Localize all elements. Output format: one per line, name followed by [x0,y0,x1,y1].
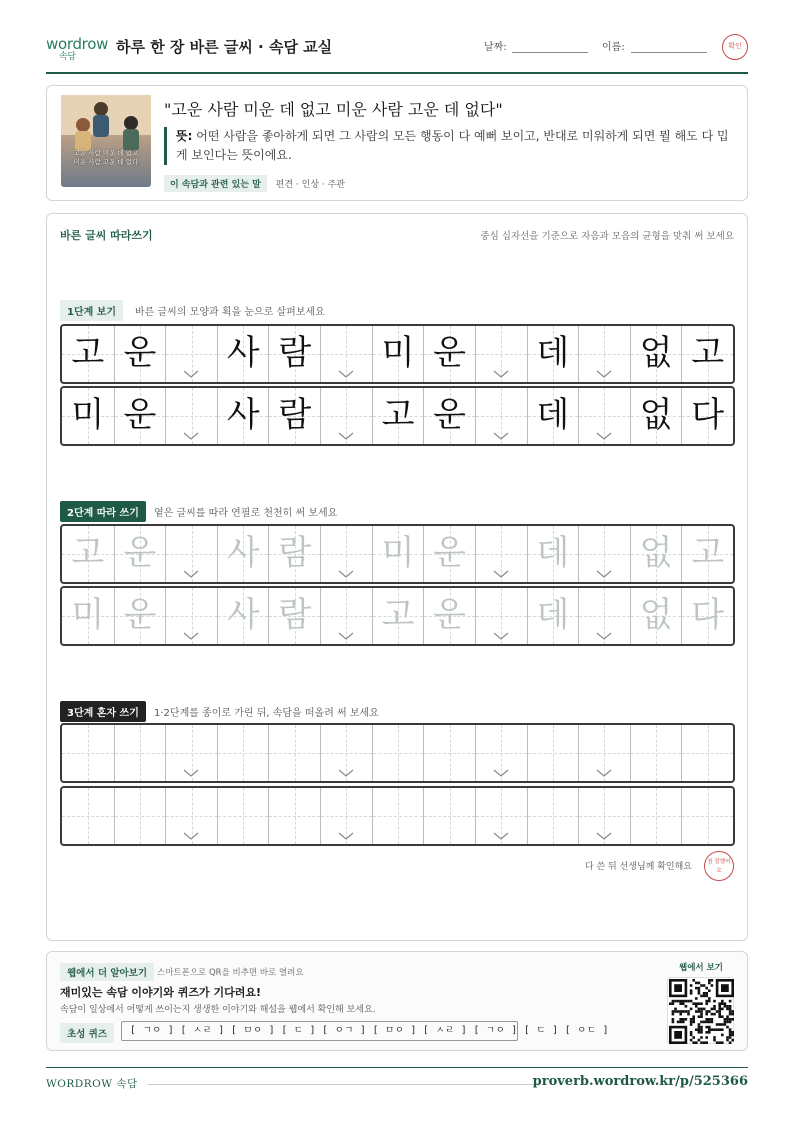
date-label: 날짜: [484,42,507,53]
syllable-glyph: 미 [381,533,415,573]
space-mark-icon [338,431,354,441]
footer-url[interactable]: proverb.wordrow.kr/p/525366 [532,1074,748,1089]
step3-row-1[interactable] [60,723,735,783]
char-cell [114,388,166,444]
char-cell[interactable] [62,725,114,781]
space-mark-icon [596,431,612,441]
space-cell[interactable] [578,526,630,582]
char-cell[interactable] [268,725,320,781]
syllable-glyph: 사 [226,595,260,635]
char-cell [217,326,269,382]
space-cell[interactable] [165,725,217,781]
char-cell [114,326,166,382]
step3-row-2[interactable] [60,786,735,846]
space-cell [475,326,527,382]
char-cell [527,326,579,382]
char-cell[interactable] [217,526,269,582]
syllable-glyph: 운 [433,333,467,373]
char-cell [372,388,424,444]
char-cell[interactable] [217,588,269,644]
char-cell[interactable] [62,788,114,844]
space-mark-icon [596,631,612,641]
check-stamp: 확인 [722,34,748,60]
space-mark-icon [183,569,199,579]
space-cell [578,388,630,444]
char-cell[interactable] [372,526,424,582]
space-cell[interactable] [320,526,372,582]
char-cell [527,388,579,444]
qr-code-icon [669,979,734,1044]
space-cell [578,326,630,382]
space-cell[interactable] [320,588,372,644]
syllable-glyph: 고 [381,595,415,635]
syllable-glyph: 고 [71,333,105,373]
space-cell[interactable] [320,725,372,781]
space-cell [320,326,372,382]
char-cell [423,388,475,444]
web-small-note: 스마트폰으로 QR을 비추면 바로 열려요 [157,968,304,978]
char-cell[interactable] [62,588,114,644]
step2-label: 2단계 따라 쓰기 [60,501,146,522]
space-mark-icon [338,569,354,579]
space-cell [165,326,217,382]
char-cell [630,326,682,382]
space-mark-icon [596,569,612,579]
space-cell[interactable] [475,588,527,644]
char-cell [268,388,320,444]
page-header [46,30,748,74]
space-cell[interactable] [578,588,630,644]
web-headline: 재미있는 속담 이야기와 퀴즈가 기다려요! [60,986,261,999]
syllable-glyph: 데 [536,333,570,373]
step1-row-2 [60,386,735,446]
space-cell[interactable] [475,725,527,781]
syllable-glyph: 사 [226,533,260,573]
char-cell[interactable] [114,526,166,582]
syllable-glyph: 고 [691,533,725,573]
praise-stamp: 참 잘했어요 [704,851,734,881]
space-mark-icon [493,831,509,841]
char-cell[interactable] [681,526,733,582]
space-mark-icon [596,768,612,778]
space-mark-icon [493,631,509,641]
space-cell [165,388,217,444]
practice-section [46,213,748,941]
char-cell[interactable] [114,788,166,844]
space-cell[interactable] [475,788,527,844]
meaning-label: 뜻: [176,129,193,143]
syllable-glyph: 운 [123,595,157,635]
char-cell[interactable] [630,588,682,644]
char-cell[interactable] [681,725,733,781]
char-cell [217,388,269,444]
char-cell [268,326,320,382]
footer-rule [148,1084,538,1085]
syllable-glyph: 데 [536,395,570,435]
space-mark-icon [183,631,199,641]
step1-label: 1단계 보기 [60,300,123,321]
space-mark-icon [183,831,199,841]
space-mark-icon [183,369,199,379]
syllable-glyph: 람 [278,333,312,373]
syllable-glyph: 운 [433,533,467,573]
page-footer [46,1067,748,1097]
page-title: 하루 한 장 바른 글씨 · 속담 교실 [116,38,333,56]
space-cell [320,388,372,444]
syllable-glyph: 람 [278,395,312,435]
space-mark-icon [338,369,354,379]
char-cell [681,326,733,382]
space-mark-icon [596,831,612,841]
char-cell [62,388,114,444]
related-label: 이 속담과 관련 있는 말 [164,175,267,192]
syllable-glyph: 운 [123,395,157,435]
space-mark-icon [493,431,509,441]
space-cell[interactable] [578,725,630,781]
practice-title: 바른 글씨 따라쓰기 [60,229,153,242]
char-cell[interactable] [423,526,475,582]
quiz-label: 초성 퀴즈 [60,1023,114,1043]
web-section [46,951,748,1051]
footer-brand: WORDROW 속담 [46,1078,138,1090]
qr-code[interactable] [667,977,734,1044]
space-mark-icon [493,369,509,379]
space-mark-icon [338,631,354,641]
proverb-title: "고운 사람 미운 데 없고 미운 사람 고운 데 없다" [164,100,503,119]
syllable-glyph: 고 [381,395,415,435]
char-cell[interactable] [268,588,320,644]
char-cell[interactable] [372,788,424,844]
proverb-meaning [164,127,734,165]
proverb-illustration [61,95,151,187]
meaning-text: 어떤 사람을 좋아하게 되면 그 사람의 모든 행동이 다 예뻐 보이고, 반대로 미워하게 되면 뭘 해도 다 밉게 보인다는 뜻이에요. [176,129,729,162]
syllable-glyph: 사 [226,395,260,435]
char-cell [681,388,733,444]
date-field[interactable] [512,52,588,53]
step2-desc: 옅은 글씨를 따라 연필로 천천히 써 보세요 [154,508,338,519]
syllable-glyph: 람 [278,533,312,573]
step1-desc: 바른 글씨의 모양과 획을 눈으로 살펴보세요 [135,307,325,318]
syllable-glyph: 없 [639,533,673,573]
syllable-glyph: 운 [123,333,157,373]
syllable-glyph: 데 [536,533,570,573]
char-cell[interactable] [630,725,682,781]
char-cell[interactable] [527,588,579,644]
syllable-glyph: 운 [433,595,467,635]
space-cell[interactable] [475,526,527,582]
char-cell[interactable] [527,788,579,844]
char-cell [423,326,475,382]
web-tag: 웹에서 더 알아보기 [60,963,154,981]
space-mark-icon [338,831,354,841]
practice-note: 중심 십자선을 기준으로 자음과 모음의 균형을 맞춰 써 보세요 [480,231,734,242]
related-words [164,175,345,192]
space-mark-icon [183,768,199,778]
name-label: 이름: [602,42,625,53]
char-cell[interactable] [372,588,424,644]
step2-row-1[interactable] [60,524,735,584]
space-cell[interactable] [578,788,630,844]
related-list: 편견 · 인상 · 주관 [275,180,345,190]
wordrow-logo[interactable] [46,35,109,62]
syllable-glyph: 람 [278,595,312,635]
char-cell[interactable] [268,788,320,844]
char-cell[interactable] [114,588,166,644]
step3-desc: 1·2단계를 종이로 가린 뒤, 속담을 떠올려 써 보세요 [154,708,379,719]
syllable-glyph: 없 [639,395,673,435]
char-cell[interactable] [630,526,682,582]
syllable-glyph: 없 [639,595,673,635]
char-cell[interactable] [268,526,320,582]
space-mark-icon [493,569,509,579]
name-field[interactable] [631,52,707,53]
char-cell[interactable] [114,725,166,781]
syllable-glyph: 데 [536,595,570,635]
space-cell [475,388,527,444]
char-cell[interactable] [527,725,579,781]
syllable-glyph: 미 [71,395,105,435]
char-cell[interactable] [681,588,733,644]
step3-label: 3단계 혼자 쓰기 [60,701,146,722]
space-cell[interactable] [165,588,217,644]
space-cell[interactable] [320,788,372,844]
syllable-glyph: 미 [71,595,105,635]
confirm-text: 다 쓴 뒤 선생님께 확인해요 [584,862,692,872]
char-cell[interactable] [681,788,733,844]
syllable-glyph: 다 [691,595,725,635]
illustration-people-icon [61,95,151,187]
char-cell[interactable] [423,588,475,644]
space-cell[interactable] [165,526,217,582]
syllable-glyph: 다 [691,395,725,435]
space-cell[interactable] [165,788,217,844]
step2-row-2[interactable] [60,586,735,646]
qr-label: 웹에서 보기 [679,963,724,973]
illustration-caption: 고운 사람 미운 데 없고 미운 사람 고운 데 없다 [73,149,139,166]
syllable-glyph: 운 [433,395,467,435]
space-mark-icon [338,768,354,778]
logo-word: wordrow [46,35,109,53]
step1-row-1 [60,324,735,384]
char-cell[interactable] [372,725,424,781]
syllable-glyph: 미 [381,333,415,373]
proverb-card [46,85,748,201]
char-cell[interactable] [630,788,682,844]
space-mark-icon [493,768,509,778]
char-cell[interactable] [423,788,475,844]
char-cell [630,388,682,444]
web-desc: 속담이 일상에서 어떻게 쓰이는지 생생한 이야기와 해설을 웹에서 확인해 보세요. [60,1005,376,1015]
chosung-quiz: [ ㄱㅇ ] [ ㅅㄹ ] [ ㅁㅇ ] [ ㄷ ] [ ㅇㄱ ] [ ㅁㅇ ] [ ㅅㄹ ] [ ㄱㅇ ] [ ㄷ ] [ ㅇㄷ ] [121,1021,518,1041]
syllable-glyph: 운 [123,533,157,573]
syllable-glyph: 고 [71,533,105,573]
syllable-glyph: 고 [691,333,725,373]
char-cell [372,326,424,382]
logo-mark: 속담 [59,52,76,62]
char-cell[interactable] [62,526,114,582]
syllable-glyph: 없 [639,333,673,373]
char-cell[interactable] [217,788,269,844]
char-cell[interactable] [423,725,475,781]
char-cell[interactable] [527,526,579,582]
space-mark-icon [183,431,199,441]
char-cell [62,326,114,382]
syllable-glyph: 사 [226,333,260,373]
space-mark-icon [596,369,612,379]
char-cell[interactable] [217,725,269,781]
